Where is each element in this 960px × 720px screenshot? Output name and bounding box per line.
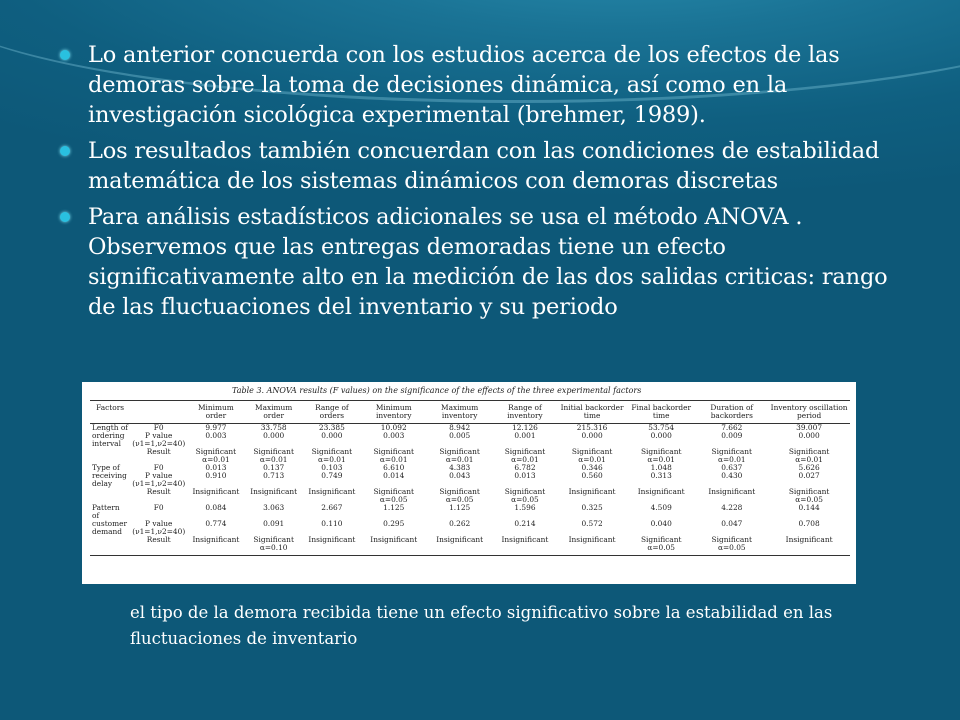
- bullet-text: Lo anterior concuerda con los estudios acerca de los efectos de las demoras sobre la toma de decisiones dinámica, así como en la investigación sicológica experimental (brehmer, 1989).: [88, 42, 840, 128]
- table-header-cell: Minimum inventory: [361, 401, 427, 424]
- table-header-cell: Minimum order: [187, 401, 244, 424]
- bullet-list: [60, 40, 920, 328]
- table-cell: 0.000: [263, 431, 285, 440]
- bullet-dot-icon: [60, 50, 70, 60]
- table-cell: 0.003: [205, 431, 227, 440]
- table-header-row: [90, 401, 850, 424]
- table-cell: 0.262: [449, 519, 471, 528]
- table-cell: 0.003: [383, 431, 405, 440]
- table-cell: Insignificant: [436, 535, 484, 544]
- table-cell: Insignificant: [370, 535, 418, 544]
- table-cell: Significant: [373, 487, 414, 496]
- table-cell: Insignificant: [568, 535, 616, 544]
- table-cell: [427, 544, 493, 556]
- table-cell: α=0.05: [695, 544, 768, 556]
- table-cell: P value: [145, 519, 173, 528]
- table-header-cell: Factors: [90, 401, 130, 424]
- table-cell: Significant: [640, 535, 682, 544]
- table-cell: 53.754: [648, 423, 675, 432]
- table-cell: Insignificant: [192, 535, 240, 544]
- table-cell: 0.346: [581, 463, 603, 472]
- table-cell: 4.509: [650, 503, 672, 512]
- table-cell: α=0.01: [318, 455, 346, 464]
- table-cell: 33.758: [260, 423, 287, 432]
- table-cell: Significant: [788, 447, 830, 456]
- table-cell: 7.662: [721, 423, 743, 432]
- table-cell: delay: [92, 479, 113, 488]
- table-row: [90, 520, 850, 528]
- table-cell: α=0.01: [795, 455, 823, 464]
- table-row: [90, 432, 850, 440]
- table-cell: α=0.01: [717, 455, 746, 464]
- table-cell: [187, 544, 244, 556]
- table-cell: 2.667: [321, 503, 343, 512]
- table-cell: Insignificant: [637, 487, 685, 496]
- table-cell: 23.385: [318, 423, 345, 432]
- table-cell: Length of: [92, 423, 129, 432]
- table-cell: 0.013: [514, 471, 536, 480]
- table-cell: 0.009: [721, 431, 743, 440]
- table-header-cell: [130, 401, 187, 424]
- table-cell: Insignificant: [192, 487, 240, 496]
- table-cell: 0.430: [721, 471, 743, 480]
- bullet-item: [60, 136, 920, 196]
- table-header-cell: Maximum order: [245, 401, 303, 424]
- bullet-text: Los resultados también concuerdan con las condiciones de estabilidad matemática de los sistemas dinámicos con demoras discretas: [88, 138, 880, 194]
- table-cell: α=0.01: [445, 455, 474, 464]
- table-header-cell: Initial backorder time: [557, 401, 627, 424]
- table-cell: Significant: [504, 447, 546, 456]
- table-cell: customer: [92, 519, 128, 528]
- table-cell: 0.560: [581, 471, 603, 480]
- table-cell: 5.626: [798, 463, 820, 472]
- table-cell: α=0.05: [445, 495, 474, 504]
- table-header-cell: Duration of backorders: [695, 401, 768, 424]
- table-cell: 0.000: [798, 431, 820, 440]
- table-cell: 0.110: [321, 519, 343, 528]
- table-cell: Insignificant: [708, 487, 756, 496]
- table-cell: α=0.05: [627, 544, 695, 556]
- table-cell: α=0.05: [795, 495, 823, 504]
- table-cell: [557, 544, 627, 556]
- table-cell: [361, 544, 427, 556]
- table-cell: 4.383: [449, 463, 471, 472]
- table-cell: Significant: [711, 535, 753, 544]
- table-cell: α=0.01: [259, 455, 288, 464]
- table-cell: 0.313: [650, 471, 672, 480]
- anova-table-image: [82, 382, 856, 584]
- table-cell: [90, 536, 130, 544]
- table-cell: Result: [146, 535, 171, 544]
- table-cell: 0.000: [650, 431, 672, 440]
- bullet-text: Para análisis estadísticos adicionales se usa el método ANOVA . Observemos que las entregas demoradas tiene un efecto significativamente alto en la medición de las dos salidas criticas: rango de las fluctuaciones del inventario y su periodo: [88, 204, 888, 320]
- table-cell: 0.014: [383, 471, 405, 480]
- table-cell: α=0.01: [511, 455, 539, 464]
- table-cell: ordering: [92, 431, 125, 440]
- table-cell: Result: [146, 447, 171, 456]
- table-cell: [130, 544, 187, 556]
- table-cell: 0.708: [798, 519, 820, 528]
- table-cell: Significant: [195, 447, 237, 456]
- table-cell: 0.749: [321, 471, 343, 480]
- table-cell: Pattern of: [92, 503, 120, 520]
- table-cell: Significant: [439, 487, 480, 496]
- table-cell: 0.043: [449, 471, 471, 480]
- table-cell: Significant: [711, 447, 753, 456]
- table-cell: (ν1=1,ν2=40): [132, 479, 186, 488]
- table-cell: Insignificant: [501, 535, 549, 544]
- table-header-cell: Range of orders: [303, 401, 361, 424]
- table-cell: Insignificant: [308, 535, 356, 544]
- table-cell: Significant: [640, 447, 682, 456]
- table-cell: α=0.01: [647, 455, 676, 464]
- table-cell: 0.137: [263, 463, 285, 472]
- table-cell: 1.125: [383, 503, 405, 512]
- table-cell: 0.572: [581, 519, 603, 528]
- table-cell: (ν1=1,ν2=40): [132, 527, 186, 536]
- table-cell: 0.013: [205, 463, 227, 472]
- table-cell: 0.774: [205, 519, 227, 528]
- table-cell: Result: [146, 487, 171, 496]
- table-cell: α=0.01: [202, 455, 230, 464]
- table-cell: 6.782: [514, 463, 536, 472]
- table-cell: α=0.05: [379, 495, 408, 504]
- table-cell: 0.001: [514, 431, 536, 440]
- table-cell: 0.910: [205, 471, 227, 480]
- table-cell: 39.007: [796, 423, 823, 432]
- table-cell: Type of: [92, 463, 120, 472]
- table-cell: Insignificant: [308, 487, 356, 496]
- table-cell: 0.214: [514, 519, 536, 528]
- table-cell: Significant: [788, 487, 830, 496]
- bullet-dot-icon: [60, 146, 70, 156]
- table-cell: Significant: [253, 447, 294, 456]
- table-cell: P value: [145, 431, 173, 440]
- table-cell: F0: [153, 503, 164, 512]
- table-cell: P value: [145, 471, 173, 480]
- table-cell: demand: [92, 527, 123, 536]
- table-cell: 0.713: [263, 471, 285, 480]
- table-cell: Insignificant: [568, 487, 616, 496]
- table-cell: 0.103: [321, 463, 343, 472]
- table-cell: α=0.01: [578, 455, 606, 464]
- table-cell: [493, 544, 557, 556]
- bullet-dot-icon: [60, 212, 70, 222]
- table-cell: α=0.05: [511, 495, 539, 504]
- table-cell: 12.126: [512, 423, 538, 432]
- table-header-cell: Final backorder time: [627, 401, 695, 424]
- table-header-cell: Inventory oscillation period: [768, 401, 850, 424]
- table-cell: 0.295: [383, 519, 405, 528]
- table-caption: Table 3. ANOVA results (F values) on the significance of the effects of the three experimental factors: [232, 386, 642, 395]
- table-cell: 9.977: [205, 423, 227, 432]
- table-cell: 1.596: [514, 503, 536, 512]
- table-cell: 6.610: [383, 463, 405, 472]
- table-cell: 0.047: [721, 519, 743, 528]
- table-cell: F0: [153, 463, 164, 472]
- table-body: [90, 424, 850, 556]
- table-cell: α=0.10: [245, 544, 303, 556]
- table-cell: interval: [92, 439, 121, 448]
- table-row: [90, 504, 850, 520]
- table-cell: 4.228: [721, 503, 743, 512]
- table-cell: Insignificant: [250, 487, 298, 496]
- anova-table: [90, 400, 850, 556]
- table-cell: 0.000: [321, 431, 343, 440]
- table-cell: [90, 544, 130, 556]
- table-cell: [768, 544, 850, 556]
- table-cell: Significant: [439, 447, 480, 456]
- table-cell: 3.063: [263, 503, 285, 512]
- table-cell: 0.144: [798, 503, 820, 512]
- table-cell: 1.125: [449, 503, 471, 512]
- table-header-cell: Maximum inventory: [427, 401, 493, 424]
- table-row: [90, 544, 850, 556]
- table-cell: (ν1=1,ν2=40): [132, 439, 186, 448]
- table-cell: F0: [153, 423, 164, 432]
- table-cell: Significant: [504, 487, 546, 496]
- table-cell: 1.048: [650, 463, 672, 472]
- table-cell: [303, 544, 361, 556]
- footnote-text: el tipo de la demora recibida tiene un efecto significativo sobre la estabilidad en las fluctuaciones de inventario: [130, 603, 833, 648]
- table-cell: 215.316: [576, 423, 608, 432]
- table-cell: 0.027: [798, 471, 820, 480]
- table-cell: 0.325: [581, 503, 603, 512]
- table-cell: 0.084: [205, 503, 227, 512]
- bullet-item: [60, 202, 920, 322]
- table-cell: 0.637: [721, 463, 743, 472]
- table-cell: receiving: [92, 471, 127, 480]
- bullet-item: [60, 40, 920, 130]
- table-header-cell: Range of inventory: [493, 401, 557, 424]
- table-cell: 0.005: [449, 431, 471, 440]
- table-cell: 8.942: [449, 423, 471, 432]
- table-cell: Significant: [253, 535, 294, 544]
- table-cell: 10.092: [380, 423, 407, 432]
- table-cell: 0.040: [650, 519, 672, 528]
- table-cell: Significant: [571, 447, 613, 456]
- table-cell: 0.000: [581, 431, 603, 440]
- table-cell: Significant: [373, 447, 414, 456]
- table-cell: α=0.01: [379, 455, 408, 464]
- table-cell: Insignificant: [785, 535, 833, 544]
- table-cell: [90, 488, 130, 496]
- table-cell: Significant: [311, 447, 353, 456]
- table-cell: 0.091: [263, 519, 285, 528]
- table-cell: [90, 448, 130, 456]
- table-row: [90, 472, 850, 480]
